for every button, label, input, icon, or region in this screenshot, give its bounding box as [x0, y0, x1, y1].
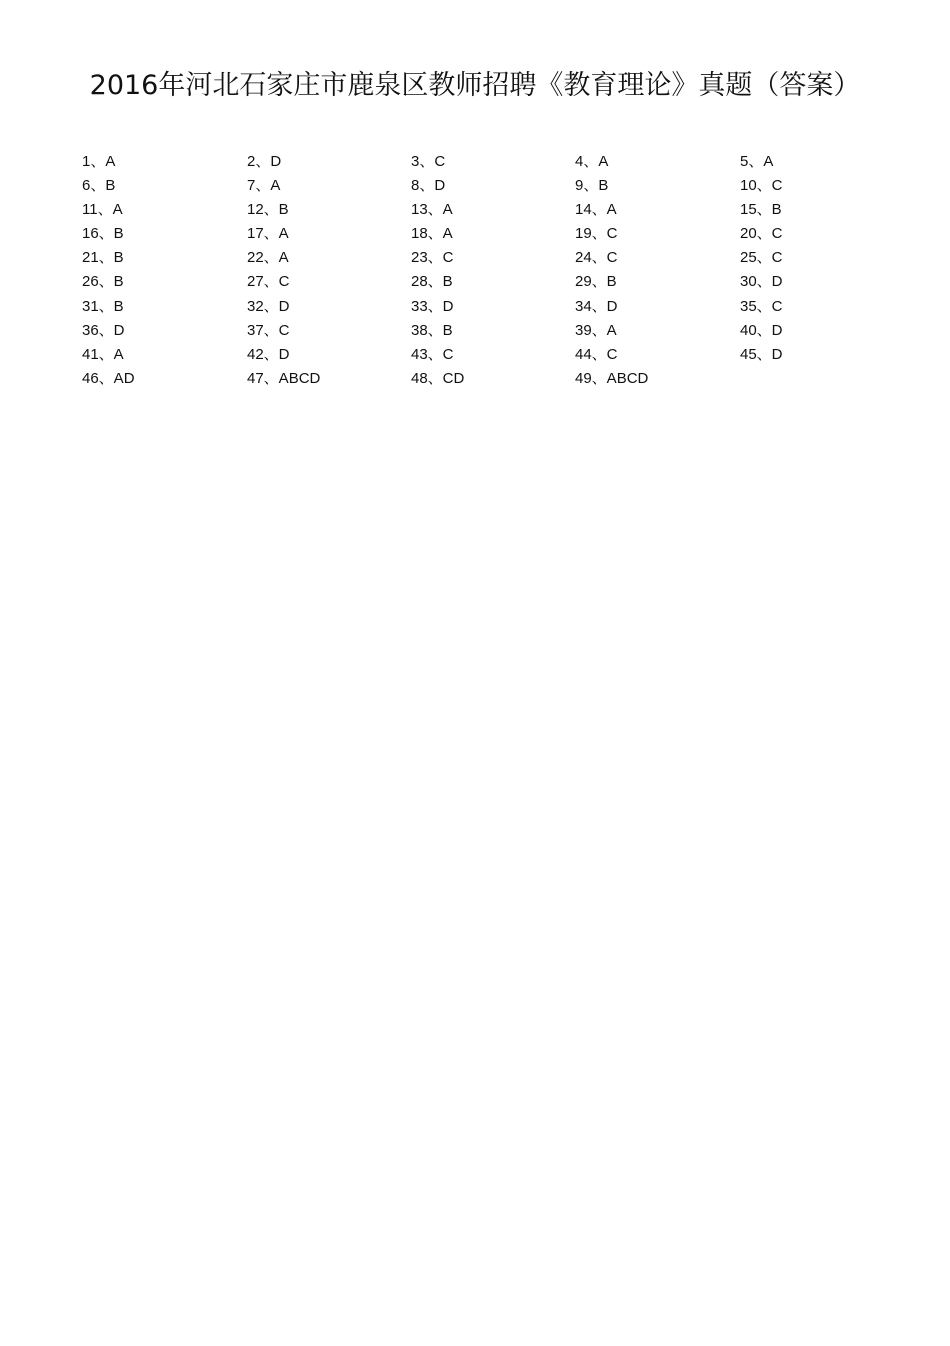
- answer-item: 12、B: [247, 201, 289, 219]
- answer-item: 37、C: [247, 321, 290, 339]
- answer-item: 16、B: [82, 225, 124, 243]
- answer-item: 19、C: [575, 225, 618, 243]
- answer-item: 27、C: [247, 273, 290, 291]
- answer-item: 6、B: [82, 177, 116, 195]
- answer-item: 7、A: [247, 177, 281, 195]
- answer-item: 30、D: [740, 273, 783, 291]
- answer-item: 48、CD: [411, 369, 465, 387]
- answer-item: 46、AD: [82, 369, 135, 387]
- answer-item: 36、D: [82, 321, 125, 339]
- answer-item: 31、B: [82, 297, 124, 315]
- answer-item: 34、D: [575, 297, 618, 315]
- answer-item: 14、A: [575, 201, 617, 219]
- answer-item: 39、A: [575, 321, 617, 339]
- answer-item: 15、B: [740, 201, 782, 219]
- answer-item: 47、ABCD: [247, 369, 321, 387]
- answer-item: 9、B: [575, 177, 609, 195]
- answer-item: 1、A: [82, 153, 116, 170]
- answer-item: 2、D: [247, 153, 282, 170]
- answer-item: 4、A: [575, 153, 609, 170]
- answer-item: 11、A: [82, 201, 123, 219]
- answer-item: 38、B: [411, 321, 453, 339]
- answer-item: 25、C: [740, 249, 783, 267]
- answer-item: 10、C: [740, 177, 783, 195]
- answer-item: 18、A: [411, 225, 453, 243]
- answer-item: 23、C: [411, 249, 454, 267]
- answer-item: 13、A: [411, 201, 453, 219]
- answer-item: 43、C: [411, 345, 454, 363]
- answer-item: 8、D: [411, 177, 446, 195]
- answer-item: 42、D: [247, 345, 290, 363]
- answer-item: 41、A: [82, 345, 124, 363]
- page-title: 2016年河北石家庄市鹿泉区教师招聘《教育理论》真题（答案）: [89, 70, 861, 101]
- answer-item: 5、A: [740, 153, 774, 170]
- answer-item: 44、C: [575, 345, 618, 363]
- answer-item: 33、D: [411, 297, 454, 315]
- answer-item: 35、C: [740, 297, 783, 315]
- answer-item: 17、A: [247, 225, 289, 243]
- answer-item: 49、ABCD: [575, 369, 649, 387]
- answer-item: 29、B: [575, 273, 617, 291]
- answer-item: 22、A: [247, 249, 289, 267]
- answer-item: 28、B: [411, 273, 453, 291]
- answer-item: 3、C: [411, 153, 446, 170]
- answer-item: 45、D: [740, 345, 783, 363]
- answer-item: 21、B: [82, 249, 124, 267]
- answer-item: 26、B: [82, 273, 124, 291]
- answer-item: 40、D: [740, 321, 783, 339]
- answer-item: 32、D: [247, 297, 290, 315]
- answer-item: 20、C: [740, 225, 783, 243]
- answer-item: 24、C: [575, 249, 618, 267]
- answer-grid: [82, 150, 902, 391]
